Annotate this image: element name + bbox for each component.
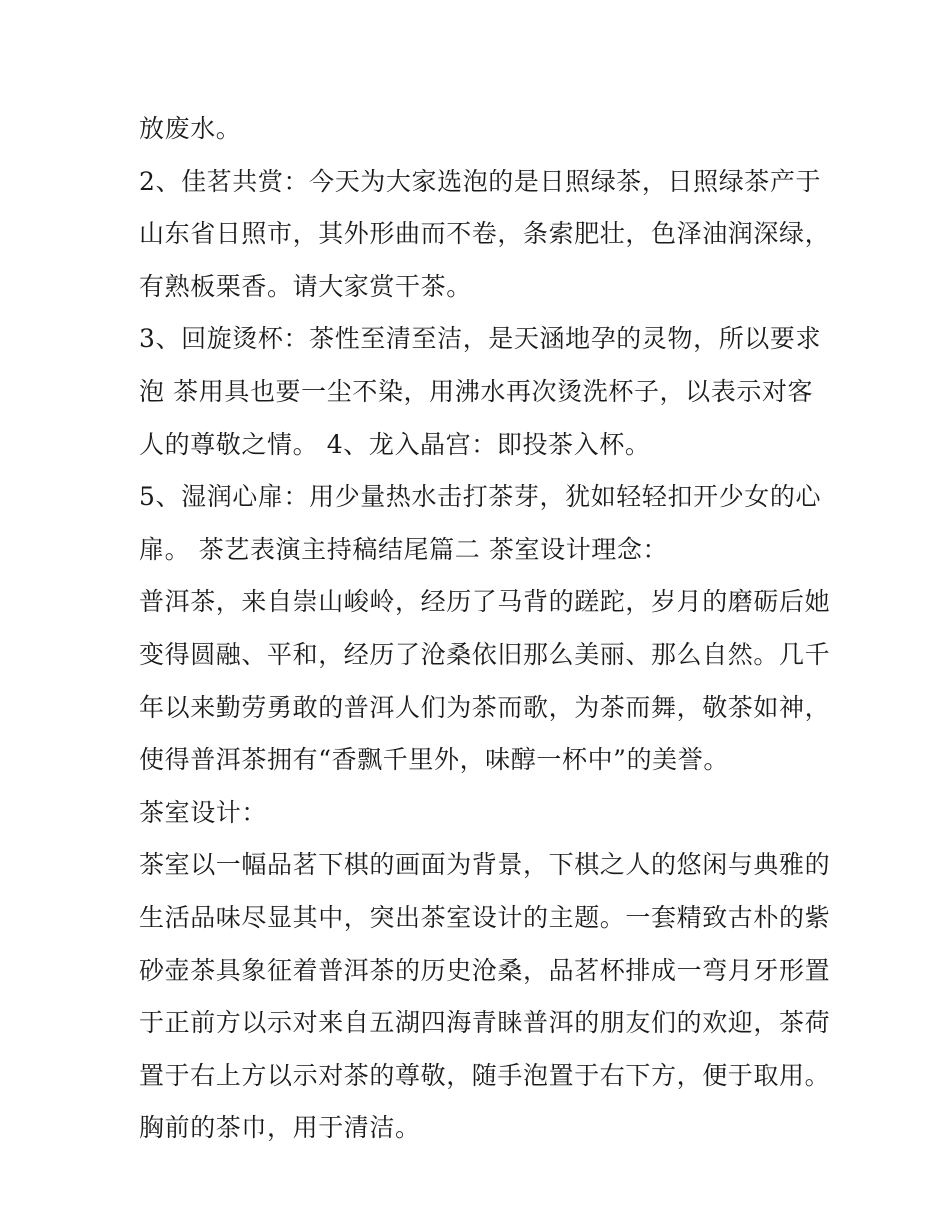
text-line: 茶室以一幅品茗下棋的画面为背景，下棋之人的悠闲与典雅的 (139, 850, 831, 880)
text-line: 年以来勤劳勇敢的普洱人们为茶而歌，为茶而舞，敬茶如神， (139, 692, 831, 722)
text-line: 生活品味尽显其中，突出茶室设计的主题。一套精致古朴的紫 (139, 902, 831, 932)
text-line: 于正前方以示对来自五湖四海青睐普洱的朋友们的欢迎，茶荷 (139, 1008, 831, 1038)
text-line: 使得普洱茶拥有“香飘千里外，味醇一杯中”的美誉。 (139, 745, 729, 775)
body-text (139, 107, 829, 1159)
text-line: 2、佳茗共赏：今天为大家选泡的是日照绿茶，日照绿茶产于 (139, 166, 822, 196)
text-line: 山东省日照市，其外形曲而不卷，条索肥壮，色泽油润深绿， (139, 219, 831, 249)
text-line: 胸前的茶巾，用于清洁。 (139, 1113, 421, 1143)
text-line: 3、回旋烫杯：茶性至清至洁，是天涵地孕的灵物，所以要求 (139, 324, 822, 354)
text-line: 扉。 茶艺表演主持稿结尾篇二 茶室设计理念： (139, 534, 669, 564)
text-line: 砂壶茶具象征着普洱茶的历史沧桑，品茗杯排成一弯月牙形置 (139, 955, 831, 985)
text-line: 泡 茶用具也要一尘不染，用沸水再次烫洗杯子，以表示对客 (139, 376, 814, 406)
text-line: 置于右上方以示对茶的尊敬，随手泡置于右下方，便于取用。 (139, 1060, 831, 1090)
text-line: 5、湿润心扉：用少量热水击打茶芽，犹如轻轻扣开少女的心 (139, 482, 822, 512)
text-line: 放废水。 (139, 114, 242, 143)
text-line: 有熟板栗香。请大家赏干茶。 (139, 271, 472, 301)
text-line: 人的尊敬之情。 4、龙入晶宫：即投茶入杯。 (139, 429, 651, 459)
text-line: 普洱茶，来自崇山峻岭，经历了马背的蹉跎，岁月的磨砺后她 (139, 587, 831, 617)
text-line: 变得圆融、平和，经历了沧桑依旧那么美丽、那么自然。几千 (139, 639, 831, 669)
text-line: 茶室设计： (139, 797, 268, 827)
